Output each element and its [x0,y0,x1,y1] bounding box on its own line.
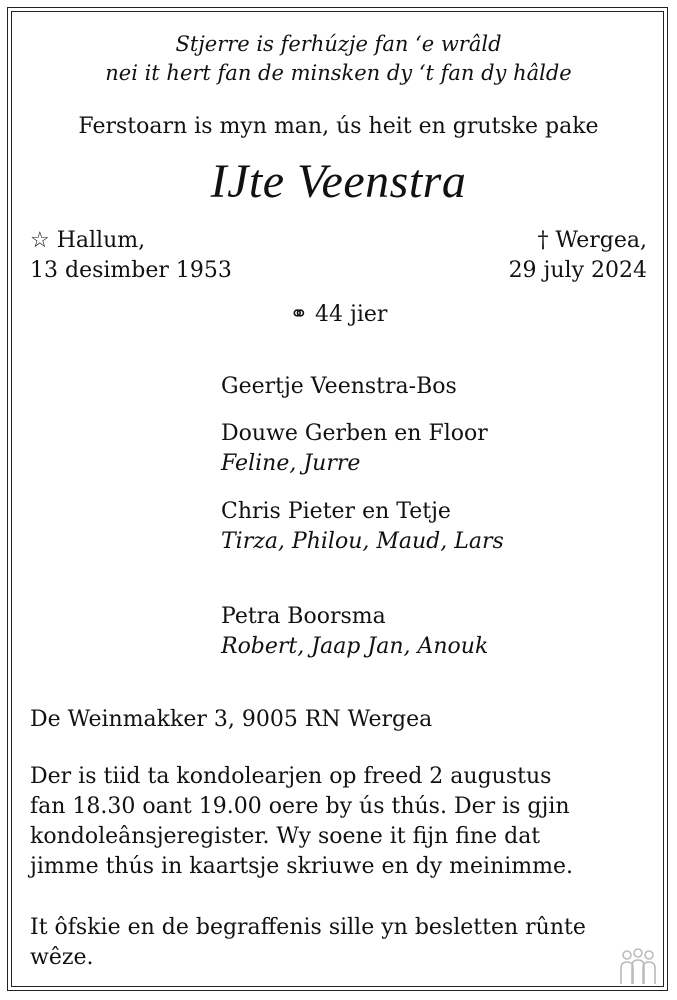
poem [0,30,677,88]
family-children: Tirza, Philou, Maud, Lars [221,529,504,554]
birth-date: 13 desimber 1953 [30,258,232,283]
funeral-text [30,913,586,973]
poem-line-2: nei it hert fan de minsken dy ‘t fan dy hâlde [105,61,572,85]
family-name: Geertje Veenstra-Bos [221,374,457,399]
family-member [221,497,504,557]
poem-line-1: Stjerre is ferhúzje fan ‘e wrâld [175,32,502,56]
family-children: Robert, Jaap Jan, Anouk [221,634,489,659]
family-name: Chris Pieter en Tetje [221,499,451,524]
birth-info [30,226,232,286]
death-info [509,226,647,286]
condolence-line: fan 18.30 oant 19.00 oere by ús thús. Der is gjin [30,794,570,819]
funeral-line: wêze. [30,945,94,970]
family-member [221,372,457,402]
address: De Weinmakker 3, 9005 RN Wergea [30,707,433,732]
marriage-years: 44 jier [315,302,388,327]
marriage-info [0,300,677,330]
wedding-rings-icon: ⚭ [289,302,309,327]
family-name: Petra Boorsma [221,604,386,629]
deceased-name: IJte Veenstra [210,155,467,208]
intro-text: Ferstoarn is myn man, ús heit en grutske pake [78,114,599,139]
funeral-line: It ôfskie en de begraffenis sille yn besletten rûnte [30,915,586,940]
condolence-line: jimme thús in kaartsje skriuwe en dy meinimme. [30,854,574,879]
birth-place: ☆ Hallum, [30,228,146,253]
death-place: † Wergea, [537,228,647,253]
family-member [221,419,488,479]
family-children: Feline, Jurre [221,451,361,476]
family-name: Douwe Gerben en Floor [221,421,488,446]
family-member [221,602,488,662]
condolence-line: kondoleânsjeregister. Wy soene it fijn fine dat [30,824,541,849]
death-date: 29 july 2024 [508,258,647,283]
condolence-line: Der is tiid ta kondolearjen op freed 2 augustus [30,764,552,789]
people-group-icon [613,946,663,986]
condolence-text [30,762,573,882]
